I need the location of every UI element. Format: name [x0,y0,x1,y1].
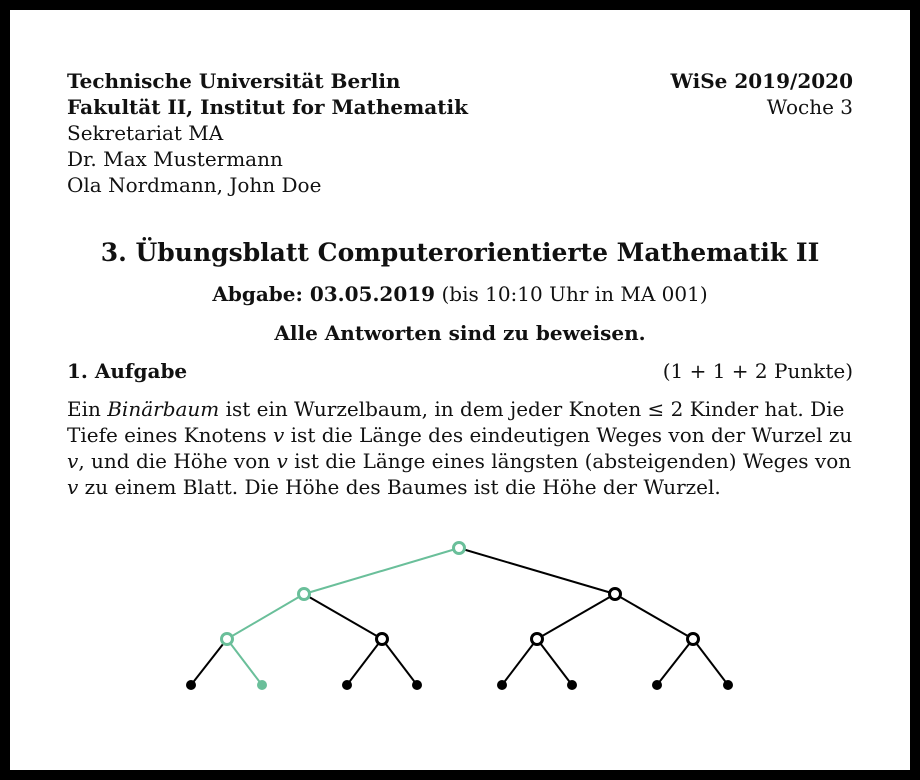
tree-node-rlr [567,680,577,690]
tree-node-l [299,589,310,600]
tree-edge-root-r [459,548,615,594]
tree-edge-rr-rrl [657,639,693,685]
tree-edge-l-lr [304,594,382,639]
text-part: zu einem Blatt. Die Höhe des Baumes ist die Höhe der Wurzel. [78,475,721,499]
binary-tree-diagram [10,10,910,770]
tree-edge-lr-lrr [382,639,417,685]
text-part: ist ein Wurzelbaum, in dem jeder Knoten ≤ 2 Kinder hat. Die Tiefe eines Knotens [67,397,845,447]
text-part: Ein [67,397,108,421]
tree-edge-rl-rlr [537,639,572,685]
term-binary-tree: Binärbaum [107,397,220,421]
var-v: v [67,475,79,499]
text-part: , und die Höhe von [78,449,277,473]
tree-edge-rr-rrr [693,639,728,685]
deadline-label: Abgabe: 03.05.2019 [212,282,436,306]
tree-node-lr [377,634,388,645]
tree-node-rrr [723,680,733,690]
assistants: Ola Nordmann, John Doe [67,173,322,197]
deadline-note: (bis 10:10 Uhr in MA 001) [441,282,708,306]
tree-node-lrl [342,680,352,690]
tree-node-r [610,589,621,600]
tree-node-root [454,543,465,554]
var-v: v [67,449,79,473]
tree-node-lrr [412,680,422,690]
faculty-name: Fakultät II, Institut for Mathematik [67,95,468,119]
tree-node-rl [532,634,543,645]
var-v: v [276,449,288,473]
tree-edge-r-rl [537,594,615,639]
tree-node-rrl [652,680,662,690]
tree-node-llr [257,680,267,690]
tree-edge-l-ll [227,594,304,639]
instruction: Alle Antworten sind zu beweisen. [274,321,646,345]
tree-node-ll [222,634,233,645]
task-title: 1. Aufgabe [67,359,188,383]
tree-edge-r-rr [615,594,693,639]
text-part: ist die Länge des eindeutigen Weges von der Wurzel zu [284,423,853,447]
university-name: Technische Universität Berlin [67,69,401,93]
tree-edge-root-l [304,548,459,594]
tree-edge-ll-llr [227,639,262,685]
tree-edge-ll-lll [191,639,227,685]
semester: WiSe 2019/2020 [670,69,853,93]
var-v: v [272,423,285,447]
text-part: ist die Länge eines längsten (absteigenden) Weges von [287,449,852,473]
office: Sekretariat MA [67,121,224,145]
tree-node-rll [497,680,507,690]
task-points: (1 + 1 + 2 Punkte) [662,359,853,383]
sheet-title: 3. Übungsblatt Computerorientierte Mathematik II [100,238,820,267]
tree-node-lll [186,680,196,690]
tree-edge-rl-rll [502,639,537,685]
worksheet-page [10,10,910,770]
lecturer: Dr. Max Mustermann [67,147,283,171]
tree-node-rr [688,634,699,645]
tree-edge-lr-lrl [347,639,382,685]
week: Woche 3 [766,95,853,119]
